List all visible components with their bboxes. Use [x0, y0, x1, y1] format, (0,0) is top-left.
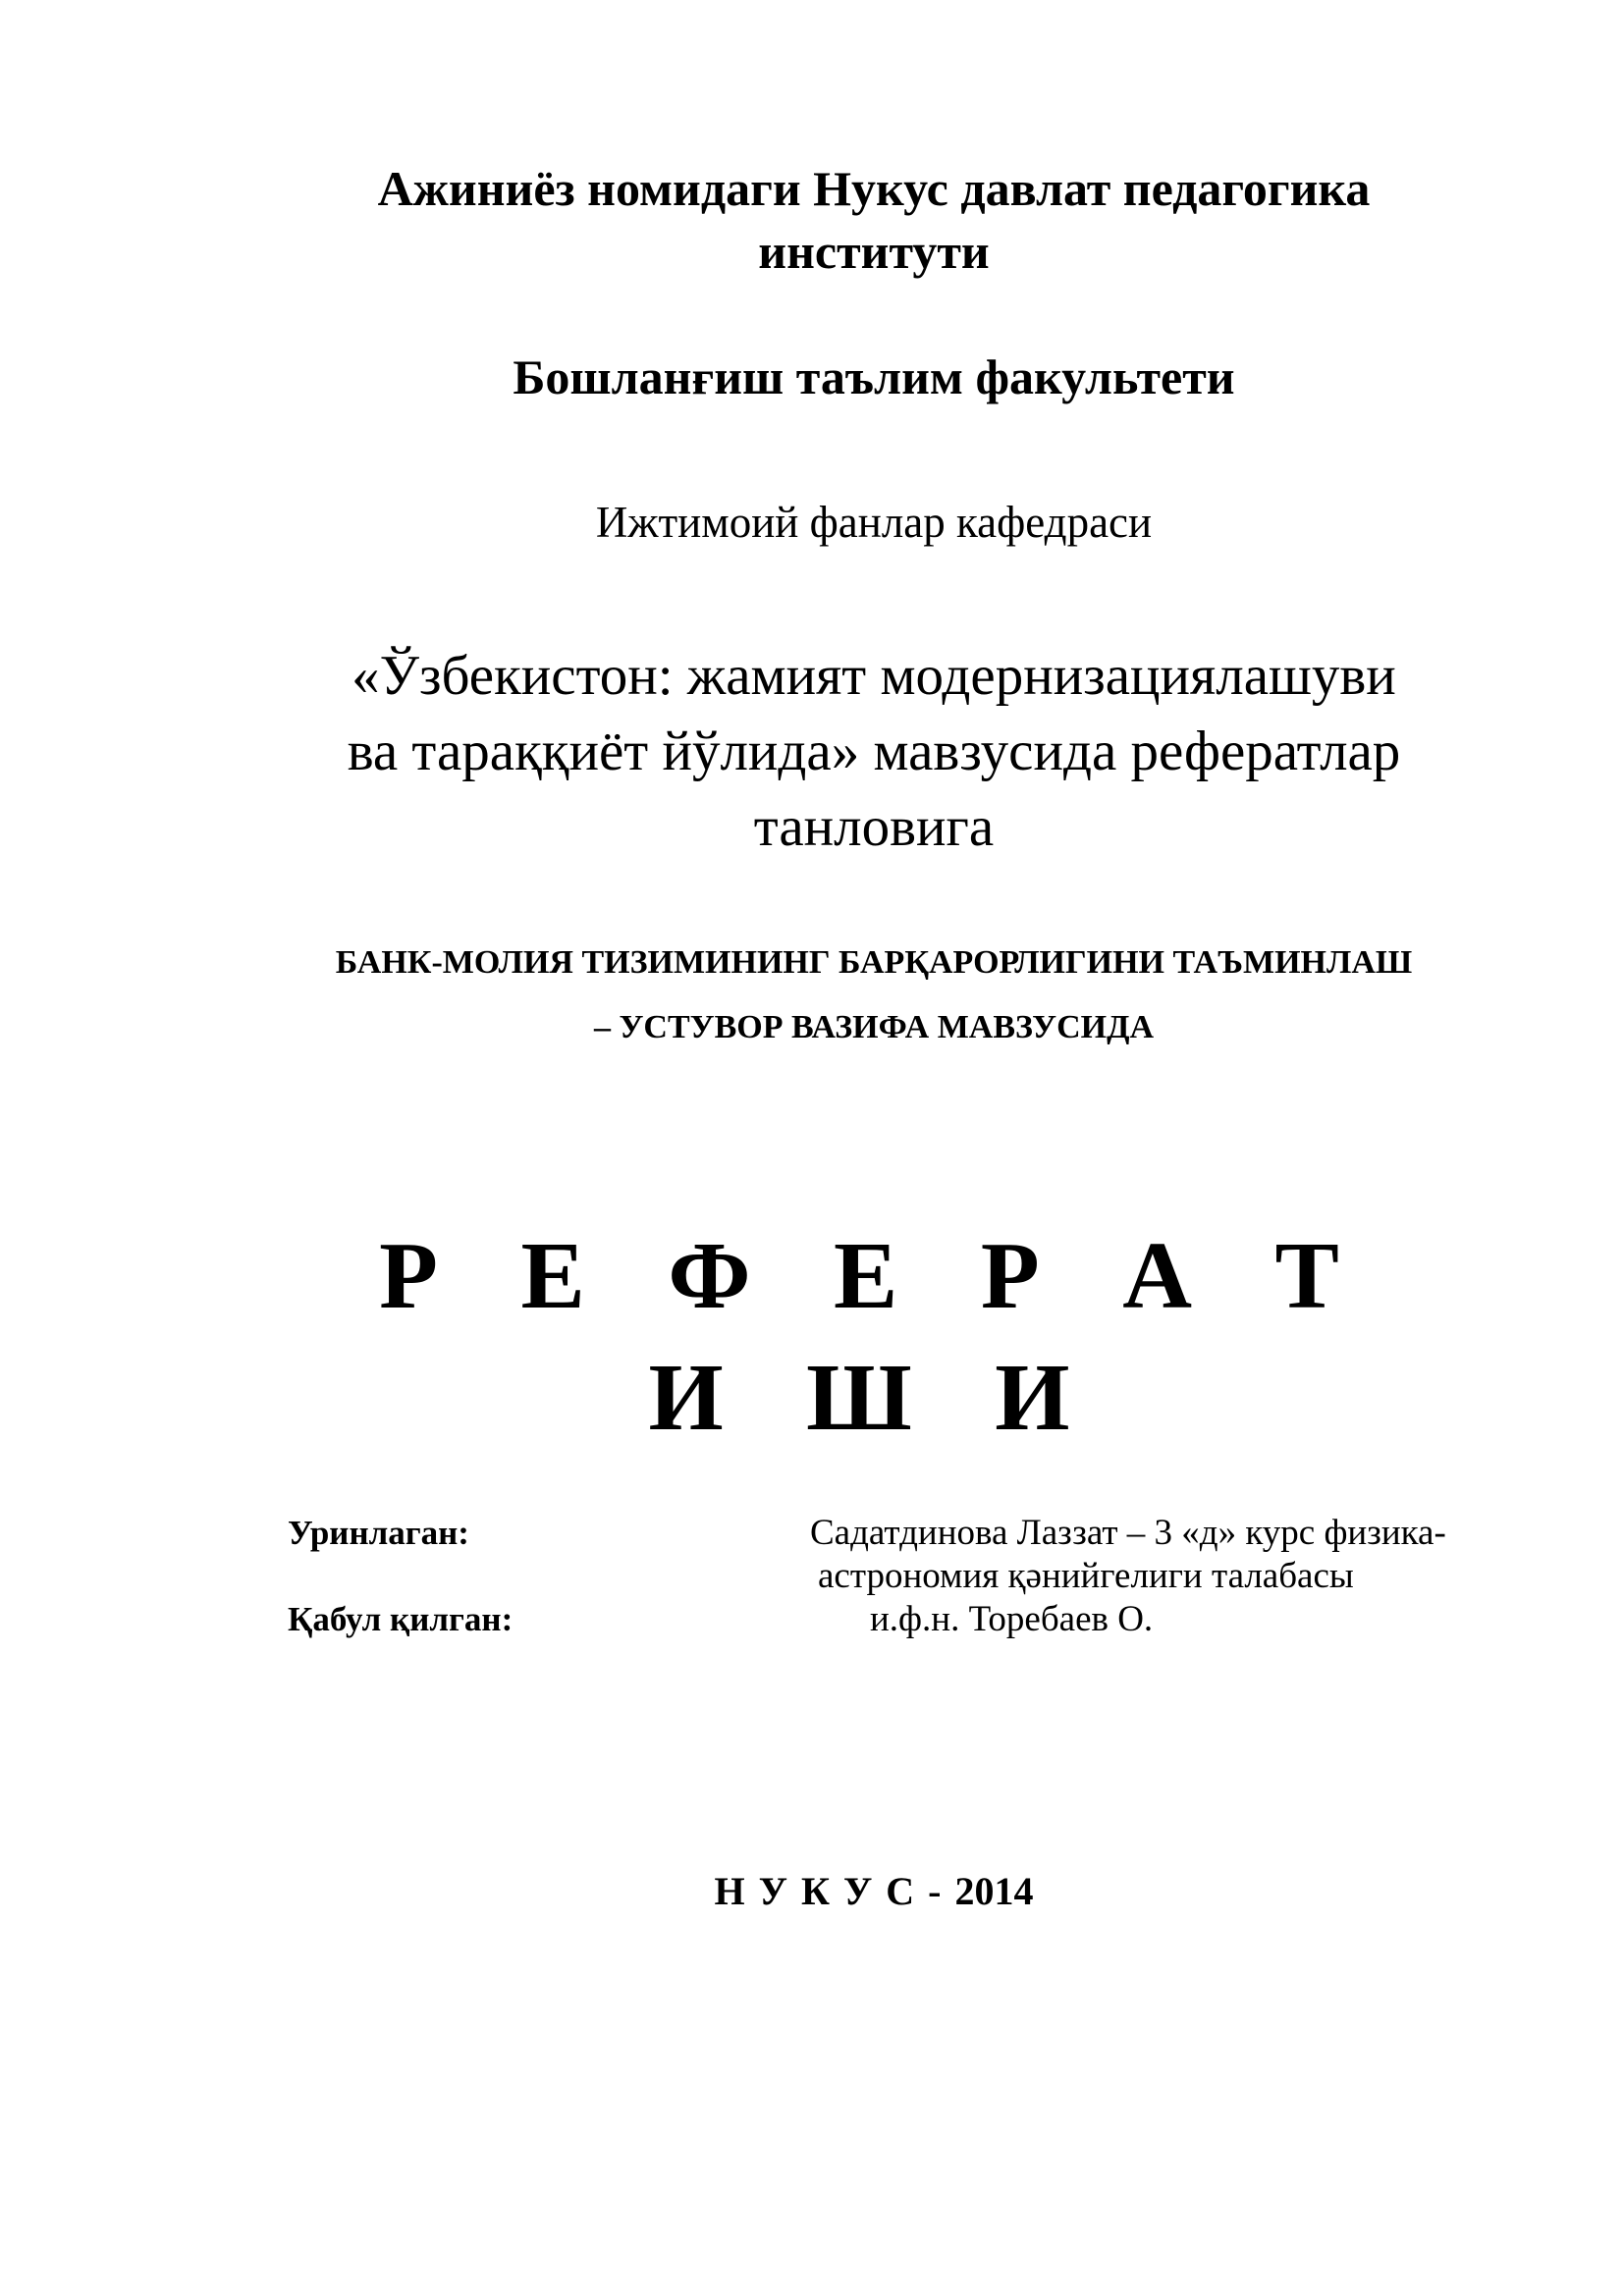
topic-heading: [226, 931, 1522, 1060]
contest-heading-line3: танловига: [753, 796, 995, 858]
credits-section: [288, 1512, 1515, 1669]
reviewer-label: Қабул қилган:: [288, 1600, 514, 1638]
department-name: Ижтимоий фанлар кафедраси: [595, 498, 1153, 547]
contest-heading-line2: ва тараққиёт йўлида» мавзусида рефератлар: [347, 721, 1401, 782]
faculty-name: Бошланғиш таълим факультети: [513, 349, 1235, 404]
contest-heading: [245, 638, 1502, 865]
document-title-line2: И Ш И: [648, 1345, 1100, 1451]
city-year: Н У К У С - 2014: [714, 1869, 1034, 1913]
author-value-line1: Садатдинова Лаззат – 3 «д» курс физика-: [810, 1513, 1446, 1553]
topic-heading-line1: БАНК-МОЛИЯ ТИЗИМИНИНГ БАРҚАРОРЛИГИНИ ТАЪМИНЛАШ: [335, 944, 1413, 981]
institute-name-line1: Ажиниёз номидаги Нукус давлат педагогика: [377, 161, 1371, 216]
author-value-line2: астрономия қәнийгелиги талабасы: [818, 1556, 1354, 1596]
reviewer-value: и.ф.н. Торебаев О.: [870, 1599, 1154, 1639]
author-label: Уринлаган:: [288, 1514, 469, 1552]
institute-name: [245, 157, 1502, 283]
topic-heading-line2: – УСТУВОР ВАЗИФА МАВЗУСИДА: [593, 1009, 1155, 1045]
institute-name-line2: институти: [758, 224, 990, 279]
contest-heading-line1: «Ўзбекистон: жамият модернизациялашуви: [352, 645, 1396, 707]
document-title: [245, 1215, 1502, 1459]
document-title-line1: Р Е Ф Е Р А Т: [379, 1223, 1369, 1329]
